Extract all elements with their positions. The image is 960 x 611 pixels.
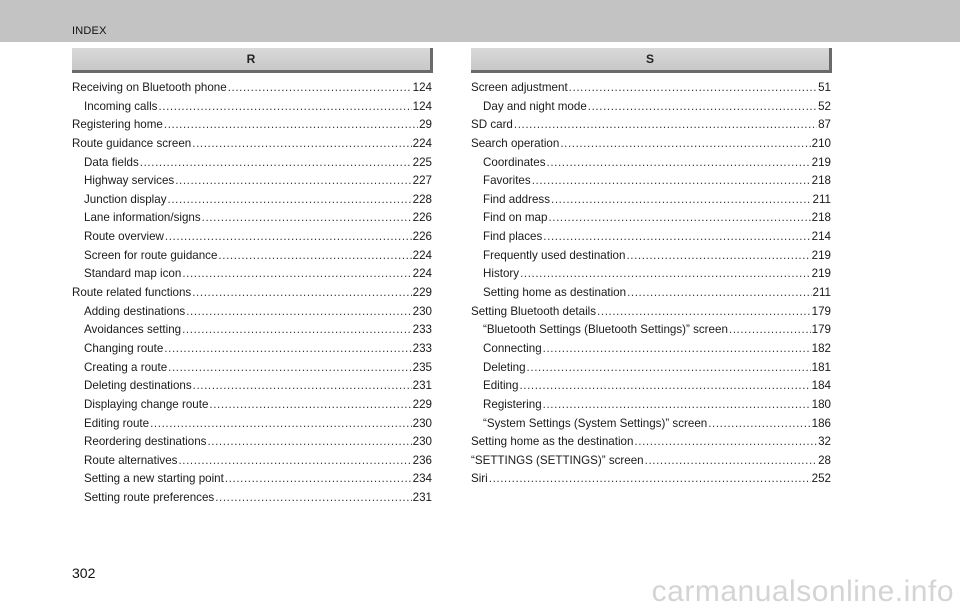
index-entry bbox=[471, 230, 831, 249]
entry-leader-dots bbox=[729, 323, 811, 336]
entry-term: Lane information/signs bbox=[84, 211, 201, 225]
entry-term: Setting home as destination bbox=[483, 286, 627, 300]
entry-page: 218 bbox=[811, 211, 831, 225]
entry-term: Screen adjustment bbox=[471, 81, 568, 94]
entry-leader-dots bbox=[192, 137, 411, 150]
entry-leader-dots bbox=[140, 156, 412, 169]
entry-leader-dots bbox=[218, 249, 411, 262]
index-entry bbox=[471, 417, 831, 436]
entry-leader-dots bbox=[168, 193, 412, 206]
index-entry bbox=[471, 361, 831, 380]
entry-leader-dots bbox=[164, 342, 411, 355]
index-entry bbox=[72, 361, 432, 380]
entry-leader-dots bbox=[645, 454, 817, 467]
entry-term: Find places bbox=[483, 230, 543, 244]
index-entry bbox=[72, 286, 432, 305]
entry-page: 231 bbox=[412, 379, 432, 393]
entry-leader-dots bbox=[543, 342, 811, 355]
entry-term: Deleting destinations bbox=[84, 379, 192, 393]
entry-page: 52 bbox=[818, 99, 831, 113]
entry-leader-dots bbox=[489, 472, 811, 485]
entry-page: 230 bbox=[412, 435, 432, 449]
entry-term: Registering bbox=[483, 397, 542, 411]
entry-page: 228 bbox=[412, 192, 432, 206]
entry-term: “SETTINGS (SETTINGS)” screen bbox=[471, 453, 644, 467]
index-entry bbox=[72, 156, 432, 175]
entry-leader-dots bbox=[165, 230, 412, 243]
entry-page: 179 bbox=[811, 304, 831, 318]
entry-page: 211 bbox=[812, 192, 831, 206]
entry-leader-dots bbox=[560, 137, 810, 150]
entry-page: 184 bbox=[811, 379, 831, 393]
entry-leader-dots bbox=[202, 211, 412, 224]
entry-leader-dots bbox=[225, 472, 412, 485]
index-entry bbox=[471, 193, 831, 212]
index-entry bbox=[471, 435, 831, 454]
entry-term: Search operation bbox=[471, 136, 560, 150]
entry-term: Connecting bbox=[483, 341, 542, 355]
entry-term: SD card bbox=[471, 118, 513, 132]
entry-leader-dots bbox=[209, 398, 411, 411]
entry-leader-dots bbox=[519, 379, 810, 392]
entry-term: Registering home bbox=[72, 118, 163, 132]
entry-term: Editing route bbox=[84, 416, 150, 430]
entry-term: Changing route bbox=[84, 341, 164, 355]
entry-page: 234 bbox=[412, 472, 432, 486]
entry-leader-dots bbox=[182, 323, 412, 336]
index-entry bbox=[471, 156, 831, 175]
index-entry bbox=[72, 230, 432, 249]
index-entry bbox=[72, 137, 432, 156]
index-entry bbox=[72, 249, 432, 268]
index-entry bbox=[72, 81, 432, 100]
entry-term: Setting a new starting point bbox=[84, 472, 224, 486]
entry-leader-dots bbox=[192, 286, 411, 299]
entry-leader-dots bbox=[548, 211, 810, 224]
entry-term: Route related functions bbox=[72, 286, 192, 300]
index-entry bbox=[471, 174, 831, 193]
entry-term: Avoidances setting bbox=[84, 323, 182, 337]
index-entry bbox=[471, 249, 831, 268]
entry-page: 124 bbox=[412, 99, 432, 113]
entry-term: Data fields bbox=[84, 155, 139, 169]
index-entry bbox=[72, 454, 432, 473]
entry-term: Siri bbox=[471, 472, 488, 486]
entry-leader-dots bbox=[588, 100, 817, 113]
index-list-r bbox=[72, 81, 432, 510]
entry-leader-dots bbox=[543, 230, 810, 243]
entry-term: Day and night mode bbox=[483, 99, 587, 113]
entry-leader-dots bbox=[547, 156, 811, 169]
index-entry bbox=[72, 267, 432, 286]
index-entry bbox=[471, 323, 831, 342]
index-entry bbox=[72, 342, 432, 361]
entry-leader-dots bbox=[514, 118, 817, 131]
index-entry bbox=[471, 100, 831, 119]
entry-page: 235 bbox=[412, 360, 432, 374]
entry-term: Junction display bbox=[84, 192, 167, 206]
entry-leader-dots bbox=[520, 267, 811, 280]
entry-term: “Bluetooth Settings (Bluetooth Settings)” screen bbox=[483, 323, 728, 337]
section-label: INDEX bbox=[72, 25, 107, 37]
entry-page: 225 bbox=[412, 155, 432, 169]
entry-page: 219 bbox=[811, 155, 831, 169]
entry-page: 210 bbox=[811, 136, 831, 150]
entry-term: Find address bbox=[483, 192, 551, 206]
entry-leader-dots bbox=[527, 361, 811, 374]
entry-term: Route overview bbox=[84, 230, 164, 244]
entry-page: 230 bbox=[412, 304, 432, 318]
entry-leader-dots bbox=[634, 435, 817, 448]
letter-header-r: R bbox=[72, 48, 433, 73]
entry-page: 124 bbox=[412, 81, 432, 94]
index-entry bbox=[471, 286, 831, 305]
entry-page: 29 bbox=[419, 118, 432, 132]
entry-leader-dots bbox=[193, 379, 412, 392]
entry-leader-dots bbox=[708, 417, 810, 430]
entry-term: Editing bbox=[483, 379, 519, 393]
entry-page: 224 bbox=[412, 267, 432, 281]
index-entry bbox=[471, 81, 831, 100]
entry-page: 179 bbox=[811, 323, 831, 337]
index-list-s bbox=[471, 81, 831, 491]
page-number: 302 bbox=[72, 565, 96, 581]
entry-term: Screen for route guidance bbox=[84, 248, 218, 262]
entry-page: 226 bbox=[412, 230, 432, 244]
entry-page: 51 bbox=[818, 81, 831, 94]
index-entry bbox=[72, 398, 432, 417]
index-entry bbox=[471, 305, 831, 324]
entry-term: “System Settings (System Settings)” screen bbox=[483, 416, 708, 430]
entry-term: Deleting bbox=[483, 360, 526, 374]
index-entry bbox=[471, 137, 831, 156]
entry-page: 218 bbox=[811, 174, 831, 188]
index-entry bbox=[72, 472, 432, 491]
entry-term: Setting home as the destination bbox=[471, 435, 634, 449]
entry-leader-dots bbox=[626, 249, 810, 262]
entry-page: 181 bbox=[811, 360, 831, 374]
index-entry bbox=[72, 305, 432, 324]
entry-page: 182 bbox=[811, 341, 831, 355]
index-entry bbox=[471, 472, 831, 491]
entry-term: Setting route preferences bbox=[84, 491, 215, 505]
entry-page: 28 bbox=[818, 453, 831, 467]
entry-leader-dots bbox=[551, 193, 811, 206]
entry-term: Setting Bluetooth details bbox=[471, 304, 597, 318]
index-column-s bbox=[471, 48, 831, 507]
entry-page: 229 bbox=[412, 397, 432, 411]
entry-page: 32 bbox=[818, 435, 831, 449]
top-header-bar bbox=[0, 0, 960, 42]
index-entry bbox=[72, 491, 432, 510]
entry-leader-dots bbox=[597, 305, 811, 318]
index-entry bbox=[471, 454, 831, 473]
index-column-r bbox=[72, 48, 432, 526]
index-entry bbox=[471, 379, 831, 398]
entry-term: Receiving on Bluetooth phone bbox=[72, 81, 227, 94]
index-entry bbox=[72, 323, 432, 342]
entry-term: History bbox=[483, 267, 520, 281]
entry-leader-dots bbox=[178, 454, 411, 467]
index-entry bbox=[72, 379, 432, 398]
entry-leader-dots bbox=[150, 417, 412, 430]
entry-page: 229 bbox=[412, 286, 432, 300]
entry-leader-dots bbox=[215, 491, 411, 504]
index-entry bbox=[72, 211, 432, 230]
entry-page: 236 bbox=[412, 453, 432, 467]
entry-term: Frequently used destination bbox=[483, 248, 626, 262]
letter-header-s: S bbox=[471, 48, 832, 73]
entry-term: Incoming calls bbox=[84, 99, 158, 113]
index-entry bbox=[72, 193, 432, 212]
index-entry bbox=[471, 398, 831, 417]
entry-page: 233 bbox=[412, 341, 432, 355]
entry-page: 180 bbox=[811, 397, 831, 411]
watermark: carmanualsonline.info bbox=[651, 575, 954, 608]
entry-page: 226 bbox=[412, 211, 432, 225]
entry-page: 87 bbox=[818, 118, 831, 132]
entry-page: 252 bbox=[811, 472, 831, 486]
entry-leader-dots bbox=[627, 286, 811, 299]
entry-page: 231 bbox=[412, 491, 432, 505]
entry-term: Coordinates bbox=[483, 155, 546, 169]
index-entry bbox=[471, 267, 831, 286]
entry-leader-dots bbox=[532, 174, 811, 187]
entry-page: 230 bbox=[412, 416, 432, 430]
index-entry bbox=[72, 100, 432, 119]
entry-term: Find on map bbox=[483, 211, 548, 225]
entry-leader-dots bbox=[186, 305, 411, 318]
index-entry bbox=[72, 435, 432, 454]
entry-term: Highway services bbox=[84, 174, 175, 188]
entry-page: 211 bbox=[812, 286, 831, 300]
entry-leader-dots bbox=[569, 81, 817, 94]
entry-page: 219 bbox=[811, 248, 831, 262]
entry-page: 219 bbox=[811, 267, 831, 281]
entry-term: Creating a route bbox=[84, 360, 168, 374]
entry-page: 224 bbox=[412, 248, 432, 262]
index-entry bbox=[72, 174, 432, 193]
entry-page: 214 bbox=[811, 230, 831, 244]
entry-leader-dots bbox=[207, 435, 411, 448]
index-entry bbox=[72, 118, 432, 137]
entry-term: Standard map icon bbox=[84, 267, 182, 281]
entry-page: 227 bbox=[412, 174, 432, 188]
entry-term: Route guidance screen bbox=[72, 136, 192, 150]
entry-leader-dots bbox=[164, 118, 418, 131]
entry-page: 186 bbox=[811, 416, 831, 430]
index-entry bbox=[471, 342, 831, 361]
entry-page: 233 bbox=[412, 323, 432, 337]
index-entry bbox=[72, 417, 432, 436]
entry-term: Favorites bbox=[483, 174, 531, 188]
entry-leader-dots bbox=[158, 100, 411, 113]
entry-leader-dots bbox=[228, 81, 412, 94]
entry-term: Adding destinations bbox=[84, 304, 186, 318]
index-entry bbox=[471, 211, 831, 230]
entry-term: Reordering destinations bbox=[84, 435, 207, 449]
entry-term: Displaying change route bbox=[84, 397, 209, 411]
entry-page: 224 bbox=[412, 136, 432, 150]
entry-leader-dots bbox=[168, 361, 412, 374]
entry-leader-dots bbox=[182, 267, 411, 280]
entry-leader-dots bbox=[175, 174, 411, 187]
entry-term: Route alternatives bbox=[84, 453, 178, 467]
entry-leader-dots bbox=[543, 398, 811, 411]
index-entry bbox=[471, 118, 831, 137]
